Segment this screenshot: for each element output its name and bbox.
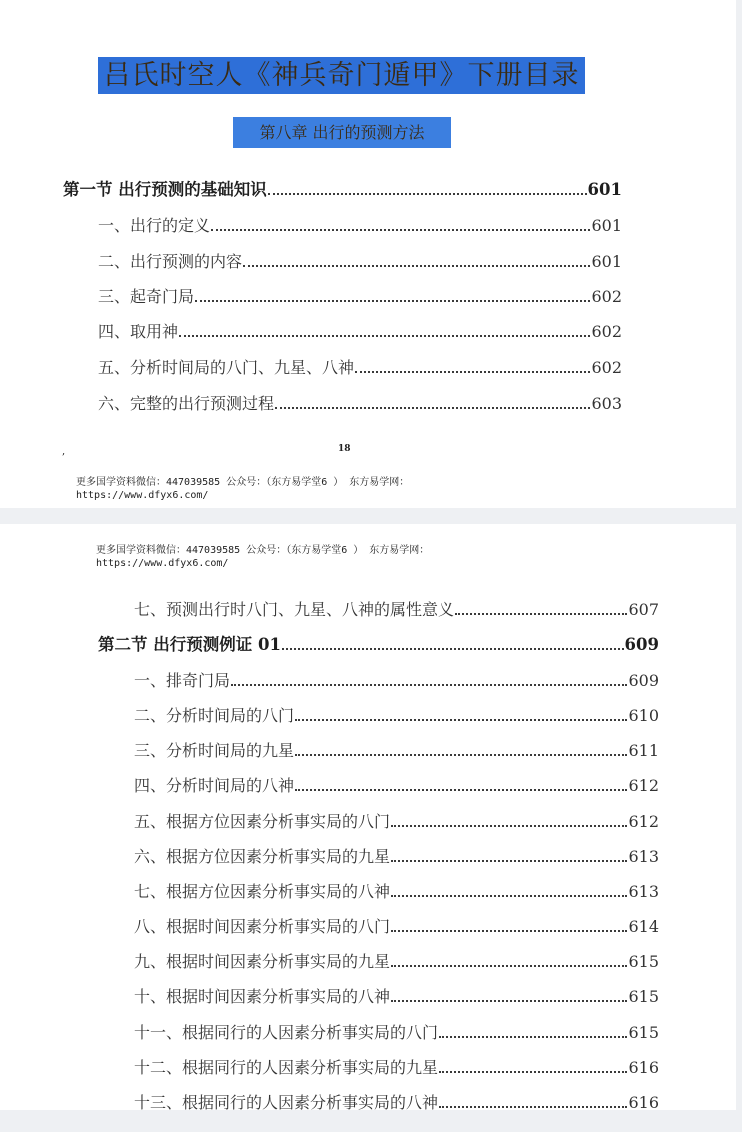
toc-item-row bbox=[134, 949, 659, 975]
toc-page-number: 611 bbox=[628, 741, 659, 760]
toc-page-number: 610 bbox=[628, 706, 659, 725]
toc-leader-dots bbox=[391, 825, 627, 827]
toc-item-label: 十三、根据同行的人因素分析事实局的八神 bbox=[134, 1093, 439, 1110]
toc-leader-dots bbox=[243, 265, 590, 267]
toc-leader-dots bbox=[391, 1000, 627, 1002]
toc-item-row bbox=[134, 738, 659, 764]
toc-page-number: 601 bbox=[591, 216, 622, 235]
toc-leader-dots bbox=[231, 684, 627, 686]
toc-page-number: 615 bbox=[628, 952, 659, 971]
toc-leader-dots bbox=[295, 754, 627, 756]
document-page-2 bbox=[0, 524, 736, 1110]
toc-item-row bbox=[134, 703, 659, 729]
toc-item-label: 五、分析时间局的八门、九星、八神 bbox=[98, 358, 355, 377]
toc-leader-dots bbox=[282, 648, 624, 650]
toc-page-number: 602 bbox=[591, 358, 622, 377]
toc-page-number: 613 bbox=[628, 882, 659, 901]
toc-page-number: 616 bbox=[628, 1058, 659, 1077]
toc-item-row bbox=[98, 213, 622, 239]
toc-leader-dots bbox=[275, 407, 590, 409]
toc-page-number: 612 bbox=[628, 812, 659, 831]
toc-leader-dots bbox=[455, 613, 627, 615]
toc-leader-dots bbox=[355, 371, 590, 373]
document-page-1 bbox=[0, 0, 736, 508]
toc-item-label: 六、完整的出行预测过程 bbox=[98, 394, 275, 413]
book-title: 吕氏时空人《神兵奇门遁甲》下册目录 bbox=[98, 57, 585, 94]
toc-page-number: 602 bbox=[591, 287, 622, 306]
toc-page-number: 615 bbox=[628, 987, 659, 1006]
toc-leader-dots bbox=[439, 1036, 627, 1038]
viewer-bottom-bar bbox=[0, 1110, 742, 1132]
toc-leader-dots bbox=[439, 1106, 627, 1108]
toc-item-label: 四、分析时间局的八神 bbox=[134, 776, 295, 795]
toc-item-row bbox=[134, 1055, 659, 1081]
toc-item-row bbox=[98, 249, 622, 275]
toc-leader-dots bbox=[211, 229, 590, 231]
toc-page-number: 616 bbox=[628, 1093, 659, 1110]
toc-item-row bbox=[134, 879, 659, 905]
toc-leader-dots bbox=[295, 719, 627, 721]
toc-item-row bbox=[134, 597, 659, 623]
toc-item-row bbox=[134, 1090, 659, 1110]
toc-section-label: 第二节 出行预测例证 01 bbox=[98, 635, 281, 654]
toc-item-label: 九、根据时间因素分析事实局的九星 bbox=[134, 952, 391, 971]
toc-page-number: 609 bbox=[624, 635, 659, 654]
toc-page-number: 614 bbox=[628, 917, 659, 936]
toc-page-number: 601 bbox=[587, 180, 622, 199]
chapter-heading: 第八章 出行的预测方法 bbox=[233, 117, 451, 148]
toc-page-number: 603 bbox=[591, 394, 622, 413]
toc-item-row bbox=[134, 809, 659, 835]
toc-page-number: 601 bbox=[591, 252, 622, 271]
toc-leader-dots bbox=[268, 193, 587, 195]
stray-mark: , bbox=[62, 446, 66, 457]
toc-item-label: 二、出行预测的内容 bbox=[98, 252, 243, 271]
toc-item-label: 四、取用神 bbox=[98, 322, 179, 341]
toc-item-label: 三、分析时间局的九星 bbox=[134, 741, 295, 760]
toc-leader-dots bbox=[295, 789, 627, 791]
toc-item-label: 一、排奇门局 bbox=[134, 671, 231, 690]
toc-item-label: 六、根据方位因素分析事实局的九星 bbox=[134, 847, 391, 866]
toc-item-row bbox=[134, 984, 659, 1010]
toc-item-label: 十一、根据同行的人因素分析事实局的八门 bbox=[134, 1023, 439, 1042]
toc-item-row bbox=[134, 668, 659, 694]
toc-item-row bbox=[98, 355, 622, 381]
toc-leader-dots bbox=[179, 335, 590, 337]
toc-item-row bbox=[134, 914, 659, 940]
toc-item-row bbox=[134, 1020, 659, 1046]
toc-page-number: 602 bbox=[591, 322, 622, 341]
toc-leader-dots bbox=[439, 1071, 627, 1073]
toc-item-label: 八、根据时间因素分析事实局的八门 bbox=[134, 917, 391, 936]
toc-item-label: 十、根据时间因素分析事实局的八神 bbox=[134, 987, 391, 1006]
toc-leader-dots bbox=[391, 930, 627, 932]
toc-leader-dots bbox=[391, 895, 627, 897]
footer-watermark-url: https://www.dfyx6.com/ bbox=[76, 490, 209, 501]
toc-item-row bbox=[134, 844, 659, 870]
toc-item-row bbox=[134, 773, 659, 799]
toc-page-number: 615 bbox=[628, 1023, 659, 1042]
toc-item-label: 一、出行的定义 bbox=[98, 216, 211, 235]
toc-item-label: 七、预测出行时八门、九星、八神的属性意义 bbox=[134, 600, 455, 619]
toc-item-label: 五、根据方位因素分析事实局的八门 bbox=[134, 812, 391, 831]
toc-section-row bbox=[98, 632, 659, 658]
header-watermark-line1: 更多国学资料微信：447039585 公众号：（东方易学堂6 ） 东方易学网： bbox=[96, 545, 430, 556]
toc-item-label: 七、根据方位因素分析事实局的八神 bbox=[134, 882, 391, 901]
toc-leader-dots bbox=[391, 965, 627, 967]
toc-leader-dots bbox=[391, 860, 627, 862]
page-number: 18 bbox=[338, 444, 351, 454]
toc-page-number: 609 bbox=[628, 671, 659, 690]
toc-page-number: 607 bbox=[628, 600, 659, 619]
toc-item-row bbox=[98, 284, 622, 310]
header-watermark-url: https://www.dfyx6.com/ bbox=[96, 558, 229, 569]
toc-section-row bbox=[63, 177, 622, 203]
footer-watermark-line1: 更多国学资料微信：447039585 公众号：（东方易学堂6 ） 东方易学网： bbox=[76, 477, 410, 488]
toc-section-label: 第一节 出行预测的基础知识 bbox=[63, 180, 267, 199]
toc-leader-dots bbox=[195, 300, 590, 302]
toc-item-row bbox=[98, 391, 622, 417]
toc-page-number: 612 bbox=[628, 776, 659, 795]
toc-item-label: 三、起奇门局 bbox=[98, 287, 195, 306]
toc-item-row bbox=[98, 319, 622, 345]
toc-item-label: 二、分析时间局的八门 bbox=[134, 706, 295, 725]
toc-page-number: 613 bbox=[628, 847, 659, 866]
toc-item-label: 十二、根据同行的人因素分析事实局的九星 bbox=[134, 1058, 439, 1077]
